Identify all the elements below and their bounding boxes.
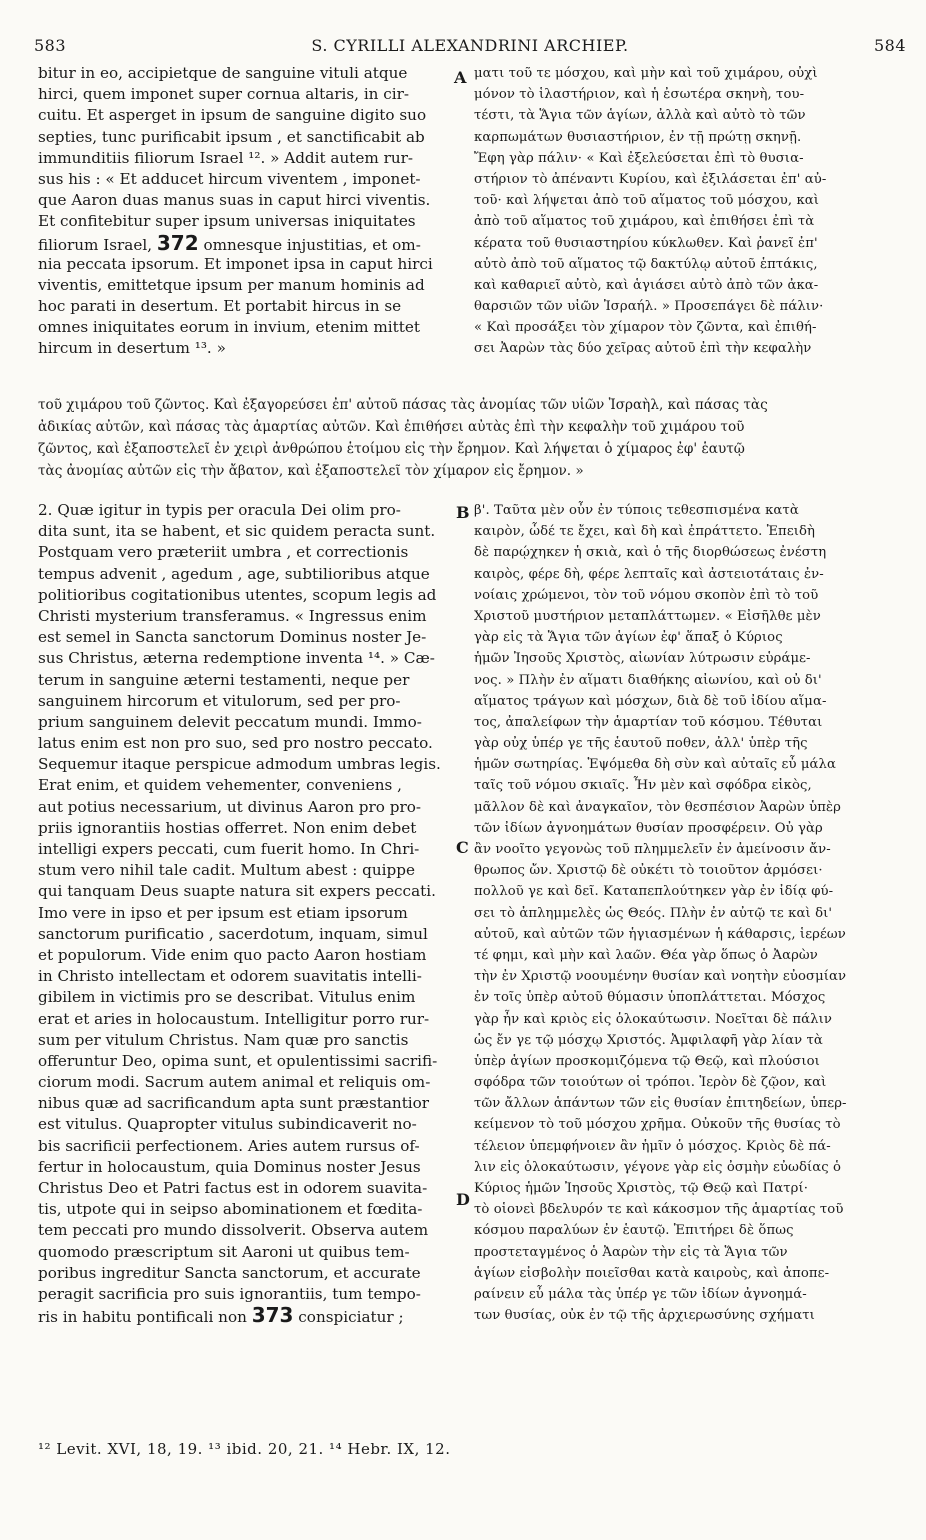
latin-line: latus enim est non pro suo, sed pro nostro peccato.	[38, 734, 433, 753]
greek-line: νοίαις χρώμενοι, τὸν τοῦ νόμου σκοπὸν ἐπὶ τὸ τοῦ	[474, 587, 819, 603]
greek-line: Κύριος ἡμῶν Ἰησοῦς Χριστὸς, τῷ Θεῷ καὶ Πατρί·	[474, 1181, 809, 1196]
column-number: 373	[251, 1305, 294, 1327]
footnotes: ¹² Levit. XVI, 18, 19. ¹³ ibid. 20, 21. ¹⁴ Hebr. IX, 12.	[38, 1440, 451, 1458]
latin-line: septies, tunc purificabit ipsum , et sanctificabit ab	[38, 127, 425, 146]
greek-text-fullwidth	[38, 394, 898, 482]
greek-line: τέ φημι, καὶ μὴν καὶ λαῶν. Θέα γὰρ ὅπως ὁ Ἀαρὼν	[474, 947, 818, 963]
greek-line: Ἔφη γὰρ πάλιν· « Καὶ ἐξελεύσεται ἐπὶ τὸ θυσια-	[474, 150, 804, 166]
greek-line: θαρσιῶν τῶν υἱῶν Ἰσραήλ. » Προσεπάγει δὲ πάλιν·	[474, 299, 824, 315]
latin-line: immunditiis filiorum Israel ¹². » Addit autem rur-	[38, 148, 414, 167]
greek-line: τὸ οἱονεὶ βδελυρόν τε καὶ κάκοσμον τῆς ἁμαρτίας τοῦ	[474, 1202, 844, 1218]
margin-marker-b: B	[456, 503, 470, 522]
latin-line: bitur in eo, accipietque de sanguine vituli atque	[38, 64, 408, 82]
latin-line: et populorum. Vide enim quo pacto Aaron hostiam	[38, 945, 427, 964]
greek-line: κόσμου παραλύων ἐν ἑαυτῷ. Ἐπιτήρει δὲ ὅπως	[474, 1223, 794, 1239]
latin-line: prium sanguinem delevit peccatum mundi. Immo-	[38, 712, 422, 731]
greek-line: νος. » Πλὴν ἐν αἵματι διαθήκης αἰωνίου, καὶ οὐ δι'	[474, 672, 822, 688]
greek-line: ζῶντος, καὶ ἐξαποστελεῖ ἐν χειρὶ ἀνθρώπου ἑτοίμου εἰς τὴν ἔρημον. Καὶ λήψεται ὁ χίμαρος ἐφ' ἑαυτῷ	[38, 441, 745, 457]
latin-line: offeruntur Deo, opima sunt, et opulentissimi sacrifi-	[38, 1051, 438, 1070]
latin-line: Christus Deo et Patri factus est in odorem suavita-	[38, 1179, 428, 1197]
latin-line: sanguinem hircorum et vitulorum, sed per pro-	[38, 691, 401, 710]
greek-line: των θυσίας, οὐκ ἐν τῷ τῆς ἀρχιερωσύνης σχήματι	[474, 1308, 815, 1324]
latin-line: fertur in holocaustum, quia Dominus noster Jesus	[38, 1157, 421, 1176]
latin-line: Postquam vero præteriit umbra , et correctionis	[38, 543, 409, 562]
latin-line: viventis, emittetque ipsum per manum hominis ad	[38, 275, 425, 294]
latin-text-top	[38, 63, 450, 360]
page-number-right: 584	[873, 36, 906, 55]
latin-line: Christi mysterium transferamus. « Ingressus enim	[38, 606, 427, 625]
greek-line: ματι τοῦ τε μόσχου, καὶ μὴν καὶ τοῦ χιμάρου, οὐχὶ	[474, 66, 818, 81]
greek-line: τῶν ἰδίων ἀγνοημάτων θυσίαν προσφέρειν. Οὐ γὰρ	[474, 820, 823, 836]
latin-line: Erat enim, et quidem vehementer, conveniens ,	[38, 776, 402, 795]
latin-line: tem peccati pro mundo dissolverit. Observa autem	[38, 1221, 429, 1240]
greek-line: γὰρ οὐχ ὑπέρ γε τῆς ἑαυτοῦ ποθεν, ἀλλ' ὑπὲρ τῆς	[474, 736, 808, 752]
latin-line: terum in sanguine æterni testamenti, neque per	[38, 670, 410, 689]
margin-marker-c: C	[456, 838, 469, 857]
greek-line: σει τὸ ἀπλημμελὲς ὡς Θεός. Πλὴν ἐν αὐτῷ τε καὶ δι'	[474, 905, 833, 921]
greek-text-top	[474, 63, 898, 360]
greek-line: αἵματος τράγων καὶ μόσχων, διὰ δὲ τοῦ ἰδίου αἵμα-	[474, 693, 827, 709]
greek-line: ταῖς τοῦ νόμου σκιαῖς. Ἦν μὲν καὶ σφόδρα εἰκὸς,	[474, 778, 812, 794]
greek-line: πολλοῦ γε καὶ δεῖ. Καταπεπλούτηκεν γὰρ ἐν ἰδίᾳ φύ-	[474, 884, 834, 900]
latin-line: ris in habitu pontificali non 373 conspiciatur ;	[38, 1305, 404, 1327]
latin-line: sum per vitulum Christus. Nam quæ pro sanctis	[38, 1030, 409, 1049]
column-number: 372	[156, 232, 199, 254]
greek-line: τοῦ χιμάρου τοῦ ζῶντος. Καὶ ἐξαγορεύσει ἐπ' αὐτοῦ πάσας τὰς ἀνομίας τῶν υἱῶν Ἰσραὴλ, καὶ πάσας τὰς	[38, 397, 768, 413]
greek-line: τος, ἀπαλείφων τὴν ἁμαρτίαν τοῦ κόσμου. Τέθυται	[474, 714, 823, 730]
greek-line: θρωπος ὤν. Χριστῷ δὲ οὐκέτι τὸ τοιοῦτον ἁρμόσει·	[474, 863, 823, 879]
greek-line: λιν εἰς ὁλοκαύτωσιν, γέγονε γὰρ εἰς ὀσμὴν εὐωδίας ὁ	[474, 1159, 842, 1175]
greek-line: δὲ παρῴχηκεν ἡ σκιὰ, καὶ ὁ τῆς διορθώσεως ἐνέστη	[474, 545, 827, 561]
greek-line: σφόδρα τῶν τοιούτων οἱ τρόποι. Ἱερὸν δὲ ζῷον, καὶ	[474, 1075, 827, 1091]
greek-text-main	[474, 500, 898, 1326]
greek-line: ὡς ἔν γε τῷ μόσχῳ Χριστός. Ἀμφιλαφῆ γὰρ λίαν τὰ	[474, 1032, 823, 1048]
greek-line: τὰς ἀνομίας αὐτῶν εἰς τὴν ἄβατον, καὶ ἐξαποστελεῖ τὸν χίμαρον εἰς ἔρημον. »	[38, 463, 584, 479]
greek-line: ἡμῶν Ἰησοῦς Χριστὸς, αἰωνίαν λύτρωσιν εὑράμε-	[474, 651, 811, 667]
latin-line: 2. Quæ igitur in typis per oracula Dei olim pro-	[38, 501, 401, 519]
latin-line: in Christo intellectam et odorem suavitatis intelli-	[38, 967, 422, 986]
greek-line: καιρὸν, ὧδέ τε ἔχει, καὶ δὴ καὶ ἐπράττετο. Ἐπειδὴ	[474, 524, 816, 540]
greek-line: Χριστοῦ μυστήριον μεταπλάττωμεν. « Εἰσῆλθε μὲν	[474, 608, 821, 624]
latin-line: sanctorum purificatio , sacerdotum, inquam, simul	[38, 924, 428, 943]
greek-line: τέλειον ὑπεμφήνοιεν ἂν ἡμῖν ὁ μόσχος. Κριὸς δὲ πά-	[474, 1138, 831, 1154]
greek-line: αὐτὸ ἀπὸ τοῦ αἵματος τῷ δακτύλῳ αὐτοῦ ἑπτάκις,	[474, 256, 818, 272]
greek-line: ἂν νοοῖτο γεγονὼς τοῦ πλημμελεῖν ἐν ἀμείνοσιν ἄν-	[474, 842, 831, 857]
latin-line: gibilem in victimis pro se describat. Vitulus enim	[38, 988, 416, 1007]
latin-line: peragit sacrificia pro suis ignorantiis, tum tempo-	[38, 1284, 421, 1303]
greek-line: ἐν τοῖς ὑπὲρ αὐτοῦ θύμασιν ὑποπλάττεται. Μόσχος	[474, 990, 826, 1006]
margin-marker-d: D	[456, 1190, 470, 1209]
greek-line: καρπωμάτων θυσιαστήριον, ἐν τῇ πρώτῃ σκηνῇ.	[474, 129, 802, 145]
latin-line: tempus advenit , agedum , age, subtilioribus atque	[38, 564, 430, 583]
latin-line: erat et aries in holocaustum. Intelligitur porro rur-	[38, 1009, 430, 1028]
greek-line: μόνον τὸ ἱλαστήριον, καὶ ἡ ἐσωτέρα σκηνὴ, του-	[474, 87, 805, 103]
running-title: S. CYRILLI ALEXANDRINI ARCHIEP.	[311, 36, 629, 55]
latin-text-main	[38, 500, 450, 1326]
latin-line: quomodo præscriptum sit Aaroni ut quibus tem-	[38, 1242, 410, 1261]
greek-line: σει Ἀαρὼν τὰς δύο χεῖρας αὐτοῦ ἐπὶ τὴν κεφαλὴν	[474, 341, 812, 357]
greek-line: κέρατα τοῦ θυσιαστηρίου κύκλωθεν. Καὶ ῥανεῖ ἐπ'	[474, 235, 818, 251]
latin-line: hirci, quem imponet super cornua altaris, in cir-	[38, 85, 410, 104]
latin-line: est semel in Sancta sanctorum Dominus noster Je-	[38, 628, 427, 647]
latin-line: priis ignorantiis hostias offerret. Non enim debet	[38, 818, 417, 837]
latin-line: filiorum Israel, 372 omnesque injustitias, et om-	[38, 232, 421, 254]
greek-line: τοῦ· καὶ λήψεται ἀπὸ τοῦ αἵματος τοῦ μόσχου, καὶ	[474, 193, 820, 209]
greek-line: καὶ καθαριεῖ αὐτὸ, καὶ ἁγιάσει αὐτὸ ἀπὸ τῶν ἀκα-	[474, 277, 819, 293]
latin-line: hoc parati in desertum. Et portabit hircus in se	[38, 297, 402, 316]
greek-line: « Καὶ προσάξει τὸν χίμαρον τὸν ζῶντα, καὶ ἐπιθή-	[474, 320, 817, 336]
latin-line: poribus ingreditur Sancta sanctorum, et accurate	[38, 1263, 421, 1282]
latin-line: dita sunt, ita se habent, et sic quidem peracta sunt.	[38, 522, 436, 541]
page-number-left: 583	[34, 36, 67, 55]
latin-line: nibus quæ ad sacrificandum apta sunt præstantior	[38, 1094, 430, 1113]
latin-line: ciorum modi. Sacrum autem animal et reliquis om-	[38, 1073, 431, 1092]
greek-line: κείμενον τὸ τοῦ μόσχου χρῆμα. Οὐκοῦν τῆς θυσίας τὸ	[474, 1117, 841, 1133]
greek-line: γὰρ ἦν καὶ κριὸς εἰς ὁλοκαύτωσιν. Νοεῖται δὲ πάλιν	[474, 1011, 833, 1027]
latin-line: sus Christus, æterna redemptione inventa ¹⁴. » Cæ-	[38, 649, 435, 668]
latin-line: que Aaron duas manus suas in caput hirci viventis.	[38, 191, 431, 210]
latin-line: hircum in desertum ¹³. »	[38, 339, 226, 358]
margin-marker-a: A	[454, 68, 467, 87]
latin-line: Imo vere in ipso et per ipsum est etiam ipsorum	[38, 903, 408, 922]
running-header	[34, 36, 906, 58]
latin-line: sus his : « Et adducet hircum viventem , imponet-	[38, 169, 421, 188]
greek-line: ραίνειν εὖ μάλα τὰς ὑπέρ γε τῶν ἰδίων ἀγνοημά-	[474, 1286, 807, 1302]
latin-line: bis sacrificii perfectionem. Aries autem rursus of-	[38, 1136, 420, 1155]
greek-line: αὐτοῦ, καὶ αὐτῶν τῶν ἡγιασμένων ἡ κάθαρσις, ἱερέων	[474, 926, 846, 942]
latin-line: Sequemur itaque perspicue admodum umbras legis.	[38, 755, 441, 774]
greek-line: τέστι, τὰ Ἅγια τῶν ἁγίων, ἀλλὰ καὶ αὐτὸ τὸ τῶν	[474, 108, 806, 124]
latin-line: cuitu. Et asperget in ipsum de sanguine digito suo	[38, 106, 427, 125]
latin-line: Et confitebitur super ipsum universas iniquitates	[38, 212, 416, 231]
greek-line: μᾶλλον δὲ καὶ ἀναγκαῖον, τὸν θεσπέσιον Ἀαρὼν ὑπὲρ	[474, 799, 842, 815]
latin-line: est vitulus. Quapropter vitulus subindicaverit no-	[38, 1115, 417, 1134]
greek-line: στήριον τὸ ἀπέναντι Κυρίου, καὶ ἐξιλάσεται ἐπ' αὐ-	[474, 171, 827, 187]
greek-line: γὰρ εἰς τὰ Ἅγια τῶν ἁγίων ἐφ' ἅπαξ ὁ Κύριος	[474, 630, 783, 646]
latin-line: politioribus cogitationibus utentes, scopum legis ad	[38, 585, 437, 604]
greek-line: ἀπὸ τοῦ αἵματος τοῦ χιμάρου, καὶ ἐπιθήσει ἐπὶ τὰ	[474, 214, 815, 230]
greek-line: β'. Ταῦτα μὲν οὖν ἐν τύποις τεθεσπισμένα κατὰ	[474, 503, 799, 518]
greek-line: ἀδικίας αὐτῶν, καὶ πάσας τὰς ἁμαρτίας αὐτῶν. Καὶ ἐπιθήσει αὐτὰς ἐπὶ τὴν κεφαλὴν τοῦ χιμάρου τοῦ	[38, 419, 745, 435]
latin-line: aut potius necessarium, ut divinus Aaron pro pro-	[38, 797, 422, 816]
latin-line: omnes iniquitates eorum in invium, etenim mittet	[38, 318, 420, 337]
latin-line: nia peccata ipsorum. Et imponet ipsa in caput hirci	[38, 254, 433, 273]
latin-line: intelligi expers peccati, cum fuerit homo. In Chri-	[38, 840, 420, 858]
latin-line: stum vero nihil tale cadit. Multum abest : quippe	[38, 861, 415, 880]
greek-line: ἁγίων εἰσβολὴν ποιεῖσθαι κατὰ καιροὺς, καὶ ἀποπε-	[474, 1265, 830, 1281]
greek-line: τὴν ἐν Χριστῷ νοουμένην θυσίαν καὶ νοητὴν εὐοσμίαν	[474, 969, 847, 985]
latin-line: tis, utpote qui in seipso abominationem et fœdita-	[38, 1200, 423, 1219]
greek-line: προστεταγμένος ὁ Ἀαρὼν τὴν εἰς τὰ Ἅγια τῶν	[474, 1244, 788, 1260]
greek-line: τῶν ἄλλων ἁπάντων τῶν εἰς θυσίαν ἐπιτηδείων, ὑπερ-	[474, 1096, 847, 1112]
greek-line: καιρὸς, φέρε δὴ, φέρε λεπταῖς καὶ ἀστειοτάταις ἐν-	[474, 566, 824, 582]
greek-line: ἡμῶν σωτηρίας. Ἑψόμεθα δὴ σὺν καὶ αὐταῖς εὖ μάλα	[474, 757, 837, 773]
greek-line: ὑπὲρ ἁγίων προσκομιζόμενα τῷ Θεῷ, καὶ πλούσιοι	[474, 1053, 820, 1069]
latin-line: qui tanquam Deus suapte natura sit expers peccati.	[38, 882, 436, 901]
